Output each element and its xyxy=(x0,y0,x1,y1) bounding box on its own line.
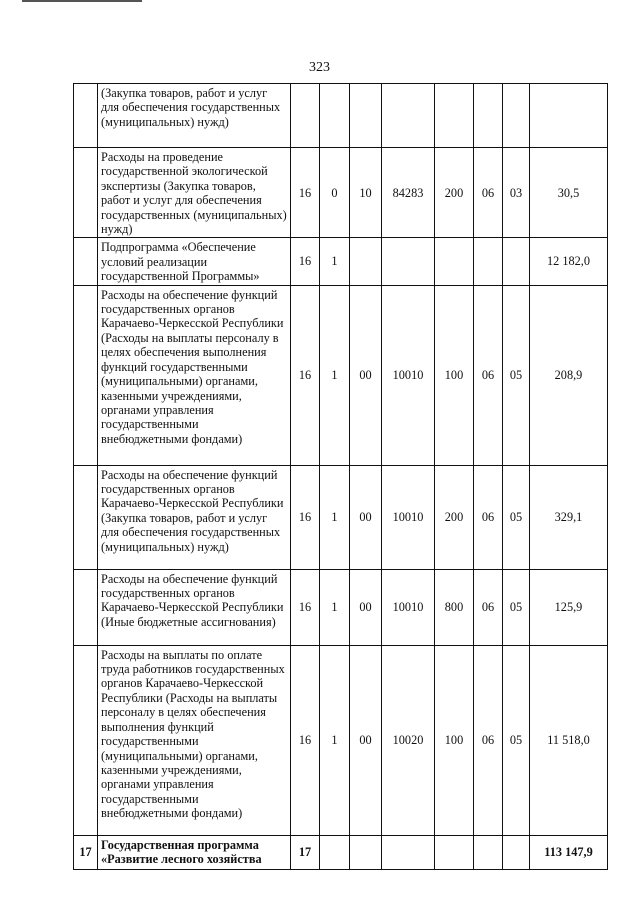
budget-table xyxy=(73,83,608,870)
program-code-cell: 16 xyxy=(291,285,320,465)
section-cell: 06 xyxy=(474,465,503,569)
amount-cell: 208,9 xyxy=(530,285,608,465)
main-event-code-cell: 00 xyxy=(350,465,382,569)
subprogram-code-cell xyxy=(320,84,350,148)
subprogram-code-cell: 1 xyxy=(320,645,350,835)
expense-type-cell: 200 xyxy=(435,465,474,569)
description-cell: (Закупка товаров, работ и услуг для обеспечения государственных (муниципальных) нужд) xyxy=(98,84,291,148)
table-row xyxy=(74,645,608,835)
table-row xyxy=(74,569,608,645)
row-number-cell xyxy=(74,238,98,285)
amount-cell: 125,9 xyxy=(530,569,608,645)
subsection-cell: 05 xyxy=(503,569,530,645)
subprogram-code-cell: 1 xyxy=(320,285,350,465)
section-cell: 06 xyxy=(474,285,503,465)
expense-type-cell: 200 xyxy=(435,148,474,238)
expense-type-cell: 100 xyxy=(435,645,474,835)
subsection-cell xyxy=(503,835,530,869)
subprogram-code-cell: 0 xyxy=(320,148,350,238)
direction-code-cell: 10020 xyxy=(382,645,435,835)
row-number-cell xyxy=(74,645,98,835)
program-code-cell: 16 xyxy=(291,645,320,835)
expense-type-cell: 800 xyxy=(435,569,474,645)
main-event-code-cell xyxy=(350,84,382,148)
description-cell: Подпрограмма «Обеспечение условий реализации государственной Программы» xyxy=(98,238,291,285)
page-number: 323 xyxy=(309,60,330,75)
program-code-cell: 16 xyxy=(291,465,320,569)
expense-type-cell xyxy=(435,835,474,869)
amount-cell: 30,5 xyxy=(530,148,608,238)
section-cell: 06 xyxy=(474,645,503,835)
subprogram-code-cell: 1 xyxy=(320,465,350,569)
direction-code-cell: 10010 xyxy=(382,285,435,465)
section-cell: 06 xyxy=(474,148,503,238)
subprogram-code-cell: 1 xyxy=(320,569,350,645)
main-event-code-cell: 00 xyxy=(350,569,382,645)
main-event-code-cell: 00 xyxy=(350,285,382,465)
section-cell xyxy=(474,84,503,148)
main-event-code-cell xyxy=(350,238,382,285)
table-row xyxy=(74,148,608,238)
table-row xyxy=(74,84,608,148)
direction-code-cell xyxy=(382,835,435,869)
amount-cell: 11 518,0 xyxy=(530,645,608,835)
subsection-cell xyxy=(503,238,530,285)
subprogram-code-cell: 1 xyxy=(320,238,350,285)
row-number-cell xyxy=(74,569,98,645)
amount-cell: 12 182,0 xyxy=(530,238,608,285)
section-cell: 06 xyxy=(474,569,503,645)
description-cell: Расходы на выплаты по оплате труда работников государственных органов Карачаево-Черкесской Республики (Расходы на выплаты персоналу в целях обеспечения выполнения функций государственными (муниципальными) органами, казенными учреждениями, органами управления государственными внебюджетными фондами) xyxy=(98,645,291,835)
main-event-code-cell: 10 xyxy=(350,148,382,238)
amount-cell: 113 147,9 xyxy=(530,835,608,869)
table-row xyxy=(74,465,608,569)
main-event-code-cell: 00 xyxy=(350,645,382,835)
expense-type-cell xyxy=(435,84,474,148)
program-code-cell: 16 xyxy=(291,148,320,238)
program-code-cell xyxy=(291,84,320,148)
row-number-cell xyxy=(74,285,98,465)
program-code-cell: 16 xyxy=(291,238,320,285)
expense-type-cell: 100 xyxy=(435,285,474,465)
row-number-cell xyxy=(74,84,98,148)
amount-cell xyxy=(530,84,608,148)
subprogram-code-cell xyxy=(320,835,350,869)
description-cell: Расходы на обеспечение функций государственных органов Карачаево-Черкесской Республики (Иные бюджетные ассигнования) xyxy=(98,569,291,645)
main-event-code-cell xyxy=(350,835,382,869)
description-cell: Расходы на обеспечение функций государственных органов Карачаево-Черкесской Республики (Расходы на выплаты персоналу в целях обеспечения выполнения функций государственными (муниципальными) органами, казенными учреждениями, органами управления государственными внебюджетными фондами) xyxy=(98,285,291,465)
subsection-cell xyxy=(503,84,530,148)
direction-code-cell xyxy=(382,84,435,148)
scan-edge-line xyxy=(22,0,142,2)
direction-code-cell: 84283 xyxy=(382,148,435,238)
row-number-cell xyxy=(74,465,98,569)
table-row xyxy=(74,285,608,465)
expense-type-cell xyxy=(435,238,474,285)
direction-code-cell xyxy=(382,238,435,285)
row-number-cell: 17 xyxy=(74,835,98,869)
description-cell: Государственная программа «Развитие лесного хозяйства xyxy=(98,835,291,869)
section-cell xyxy=(474,238,503,285)
subsection-cell: 05 xyxy=(503,645,530,835)
section-cell xyxy=(474,835,503,869)
direction-code-cell: 10010 xyxy=(382,569,435,645)
program-code-cell: 16 xyxy=(291,569,320,645)
description-cell: Расходы на обеспечение функций государственных органов Карачаево-Черкесской Республики (Закупка товаров, работ и услуг для обеспечения государственных (муниципальных) нужд) xyxy=(98,465,291,569)
description-cell: Расходы на проведение государственной экологической экспертизы (Закупка товаров, работ и услуг для обеспечения государственных (муниципальных) нужд) xyxy=(98,148,291,238)
direction-code-cell: 10010 xyxy=(382,465,435,569)
subsection-cell: 03 xyxy=(503,148,530,238)
table-row xyxy=(74,835,608,869)
subsection-cell: 05 xyxy=(503,465,530,569)
program-code-cell: 17 xyxy=(291,835,320,869)
row-number-cell xyxy=(74,148,98,238)
amount-cell: 329,1 xyxy=(530,465,608,569)
subsection-cell: 05 xyxy=(503,285,530,465)
table-row xyxy=(74,238,608,285)
